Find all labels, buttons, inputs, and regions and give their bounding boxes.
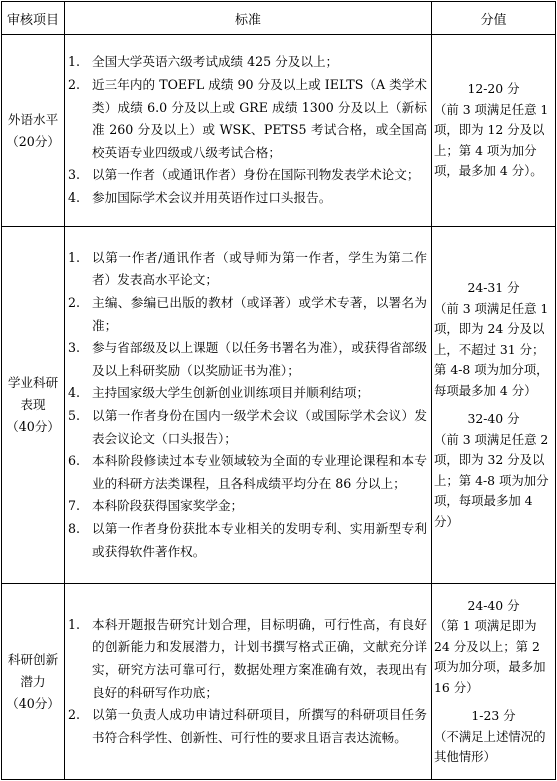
criteria-text: 以第一作者/通讯作者（或导师为第一作者，学生为第二作者）发表高水平论文； (92, 249, 427, 288)
score-note: （前 3 项满足任意 1 项，即为 24 分及以上，不超过 31 分；第 4-8 项为加分项，每项最多加 4 分） (434, 300, 549, 398)
criteria-item (65, 495, 427, 518)
score-note: （第 1 项满足即为 24 分及以上；第 2 项为加分项，最多加 16 分） (434, 618, 546, 695)
criteria-list (65, 614, 427, 750)
score-range: 24-40 分 (467, 597, 520, 613)
item-name-line: 潜力 (20, 673, 46, 689)
criteria-number: 4. (68, 189, 81, 205)
header-score: 分值 (432, 2, 556, 35)
score-block (434, 706, 553, 768)
score-range: 1-23 分 (471, 708, 516, 723)
criteria-item (65, 337, 427, 382)
score-cell (432, 35, 556, 227)
criteria-item (65, 74, 427, 164)
criteria-number: 3. (68, 167, 81, 183)
score-note: （前 3 项满足任意 2 项，即为 32 分及以上；第 4-8 项为加分项，每项最多加 4 分） (434, 431, 549, 529)
item-name-line: （40分） (6, 695, 60, 711)
criteria-text: 主编、参编已出版的教材（或译著）或学术专著，以署名为准； (92, 295, 427, 333)
criteria-item (65, 164, 427, 187)
criteria-number: 4. (68, 385, 81, 401)
criteria-item (65, 450, 427, 495)
criteria-text: 以第一作者身份获批本专业相关的发明专利、实用新型专利或获得软件著作权。 (92, 520, 427, 559)
criteria-text: 参与省部级及以上课题（以任务书署名为准），或获得省部级及以上科研奖励（以奖励证书为准）； (92, 340, 427, 378)
score-block (434, 278, 553, 401)
item-cell (2, 35, 65, 227)
criteria-item (65, 704, 427, 749)
item-name-line: （20分） (6, 133, 60, 149)
score-block (434, 409, 553, 532)
criteria-table (1, 1, 556, 780)
criteria-list (65, 247, 427, 563)
criteria-item (65, 247, 427, 292)
header-standard: 标准 (65, 2, 432, 35)
criteria-text: 近三年内的 TOEFL 成绩 90 分及以上或 IELTS（A 类学术类）成绩 6.0 分及以上或 GRE 成绩 1300 分及以上（新标准 260 分及以上）或 WSK、PETS5 考试合格，或全国高校英语专业四级或八级考试合格； (92, 77, 427, 160)
criteria-number: 1. (68, 54, 81, 70)
score-range: 32-40 分 (467, 411, 520, 426)
standard-cell (65, 227, 432, 584)
score-range: 12-20 分 (467, 81, 520, 97)
table-row (2, 35, 556, 227)
criteria-text: 以第一负责人成功申请过科研项目，所撰写的科研项目任务书符合科学性、创新性、可行性的要求且语言表达流畅。 (92, 707, 427, 745)
standard-cell (65, 35, 432, 227)
criteria-number: 1. (68, 616, 81, 632)
item-name-line: 学业科研 (7, 375, 59, 390)
score-note: （不满足上述情况的其他情形） (434, 728, 546, 764)
criteria-text: 主持国家级大学生创新创业训练项目并顺利结项； (92, 385, 370, 401)
criteria-item (65, 187, 427, 210)
criteria-number: 2. (68, 295, 81, 311)
item-name-line: （40分） (6, 419, 60, 434)
criteria-item (65, 382, 427, 405)
table-row (2, 227, 556, 584)
criteria-number: 7. (68, 498, 81, 514)
criteria-item (65, 51, 427, 74)
criteria-list (65, 51, 427, 209)
score-note: （前 3 项满足任意 1 项，即为 12 分及以上；第 4 项为加分项，最多加 4 分）。 (434, 101, 549, 179)
criteria-number: 3. (68, 340, 81, 356)
score-cell (432, 584, 556, 780)
item-name-line: 外语水平 (7, 111, 59, 127)
standard-cell (65, 584, 432, 780)
criteria-number: 1. (68, 249, 81, 265)
criteria-number: 2. (68, 77, 81, 93)
header-item: 审核项目 (2, 2, 65, 35)
criteria-text: 本科开题报告研究计划合理，目标明确，可行性高，有良好的创新能力和发展潜力，计划书撰写格式正确，文献充分详实，研究方法可靠可行，数据处理方案准确有效，表现出有良好的科研写作功底； (92, 616, 427, 700)
item-cell (2, 584, 65, 780)
criteria-number: 2. (68, 707, 81, 723)
score-range: 24-31 分 (467, 280, 520, 295)
criteria-item (65, 405, 427, 450)
criteria-number: 6. (68, 453, 81, 469)
criteria-text: 本科阶段获得国家奖学金； (92, 498, 244, 514)
score-block (434, 79, 553, 182)
criteria-number: 5. (68, 408, 81, 423)
score-block (434, 596, 553, 699)
criteria-number: 8. (68, 520, 81, 536)
criteria-item (65, 614, 427, 704)
score-cell (432, 227, 556, 584)
criteria-item (65, 292, 427, 337)
item-cell (2, 227, 65, 584)
item-name-line: 表现 (20, 397, 46, 412)
criteria-text: 以第一作者身份在国内一级学术会议（或国际学术会议）发表会议论文（口头报告）； (92, 408, 427, 446)
criteria-text: 本科阶段修读过本专业领域较为全面的专业理论课程和本专业的科研方法类课程，且各科成绩平均分在 86 分以上； (92, 453, 427, 491)
table-row (2, 584, 556, 780)
criteria-text: 参加国际学术会议并用英语作过口头报告。 (92, 189, 332, 205)
criteria-item (65, 518, 427, 563)
criteria-text: 以第一作者（或通讯作者）身份在国际刊物发表学术论文； (92, 167, 420, 183)
criteria-text: 全国大学英语六级考试成绩 425 分及以上； (92, 54, 339, 70)
header-row (2, 2, 556, 35)
item-name-line: 科研创新 (7, 651, 59, 667)
